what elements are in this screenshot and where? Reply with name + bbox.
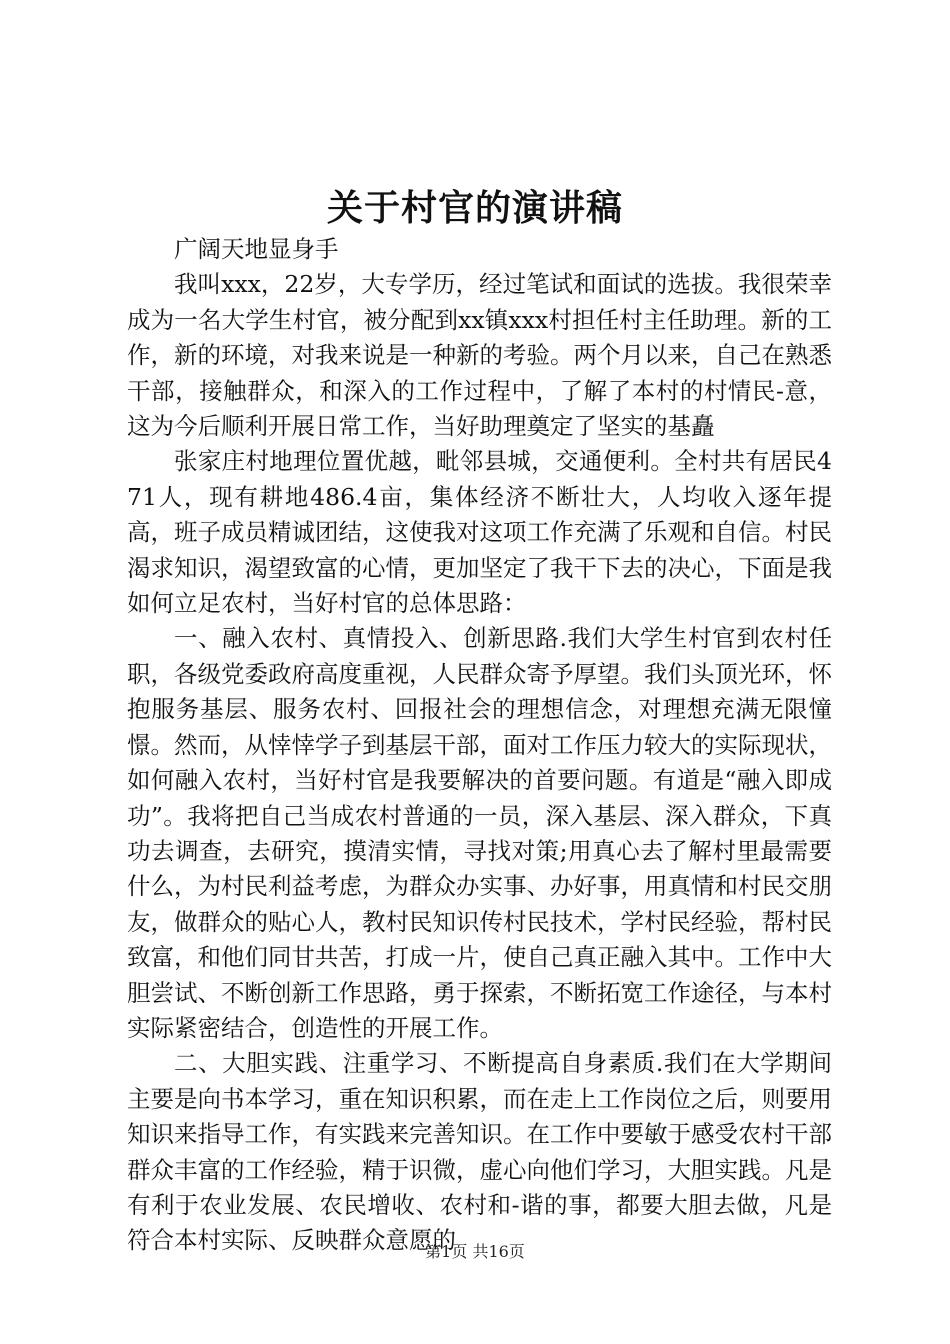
document-title: 关于村官的演讲稿 bbox=[326, 187, 623, 229]
page-footer: 第1页 共16页 bbox=[425, 1242, 525, 1261]
paragraph-subtitle: 广阔天地显身手 bbox=[174, 235, 339, 263]
paragraph-introduction: 我叫xxx，22岁，大专学历，经过笔试和面试的选拔。我很荣幸成为一名大学生村官，被分配到xx镇xxx村担任村主任助理。新的工作，新的环境，对我来说是一种新的考验。两个月以来，自己在熟悉干部，接触群众，和深入的工作过程中，了解了本村的村情民-意，这为今后顺利开展日常工作，当好助理奠定了坚实的基矗 bbox=[127, 270, 832, 441]
paragraph-point-one: 一、融入农村、真情投入、创新思路.我们大学生村官到农村任职，各级党委政府高度重视，人民群众寄予厚望。我们头顶光环，怀抱服务基层、服务农村、回报社会的理想信念，对理想充满无限憧憬。然而，从悻悻学子到基层干部，面对工作压力较大的实际现状，如何融入农村，当好村官是我要解决的首要问题。有道是“融入即成功”。我将把自己当成农村普通的一员，深入基层、深入群众，下真功去调查，去研究，摸清实情，寻找对策;用真心去了解村里最需要什么，为村民利益考虑，为群众办实事、办好事，用真情和村民交朋友，做群众的贴心人，教村民知识传村民技术，学村民经验，帮村民致富，和他们同甘共苦，打成一片，使自己真正融入其中。工作中大胆尝试、不断创新工作思路，勇于探索，不断拓宽工作途径，与本村实际紧密结合，创造性的开展工作。 bbox=[127, 624, 832, 1042]
paragraph-point-two: 二、大胆实践、注重学习、不断提高自身素质.我们在大学期间主要是向书本学习，重在知识积累，而在走上工作岗位之后，则要用知识来指导工作，有实践来完善知识。在工作中要敏于感受农村干部群众丰富的工作经验，精于识微，虚心向他们学习，大胆实践。凡是有利于农业发展、农民增收、农村和-谐的事，都要大胆去做，凡是符合本村实际、反映群众意愿的 bbox=[127, 1049, 832, 1255]
document-body bbox=[127, 232, 832, 1259]
paragraph-village-overview: 张家庄村地理位置优越，毗邻县城，交通便利。全村共有居民471人，现有耕地486.4亩，集体经济不断壮大，人均收入逐年提高，班子成员精诚团结，这使我对这项工作充满了乐观和自信。村民渴求知识，渴望致富的心情，更加坚定了我干下去的决心，下面是我如何立足农村，当好村官的总体思路： bbox=[127, 447, 832, 618]
